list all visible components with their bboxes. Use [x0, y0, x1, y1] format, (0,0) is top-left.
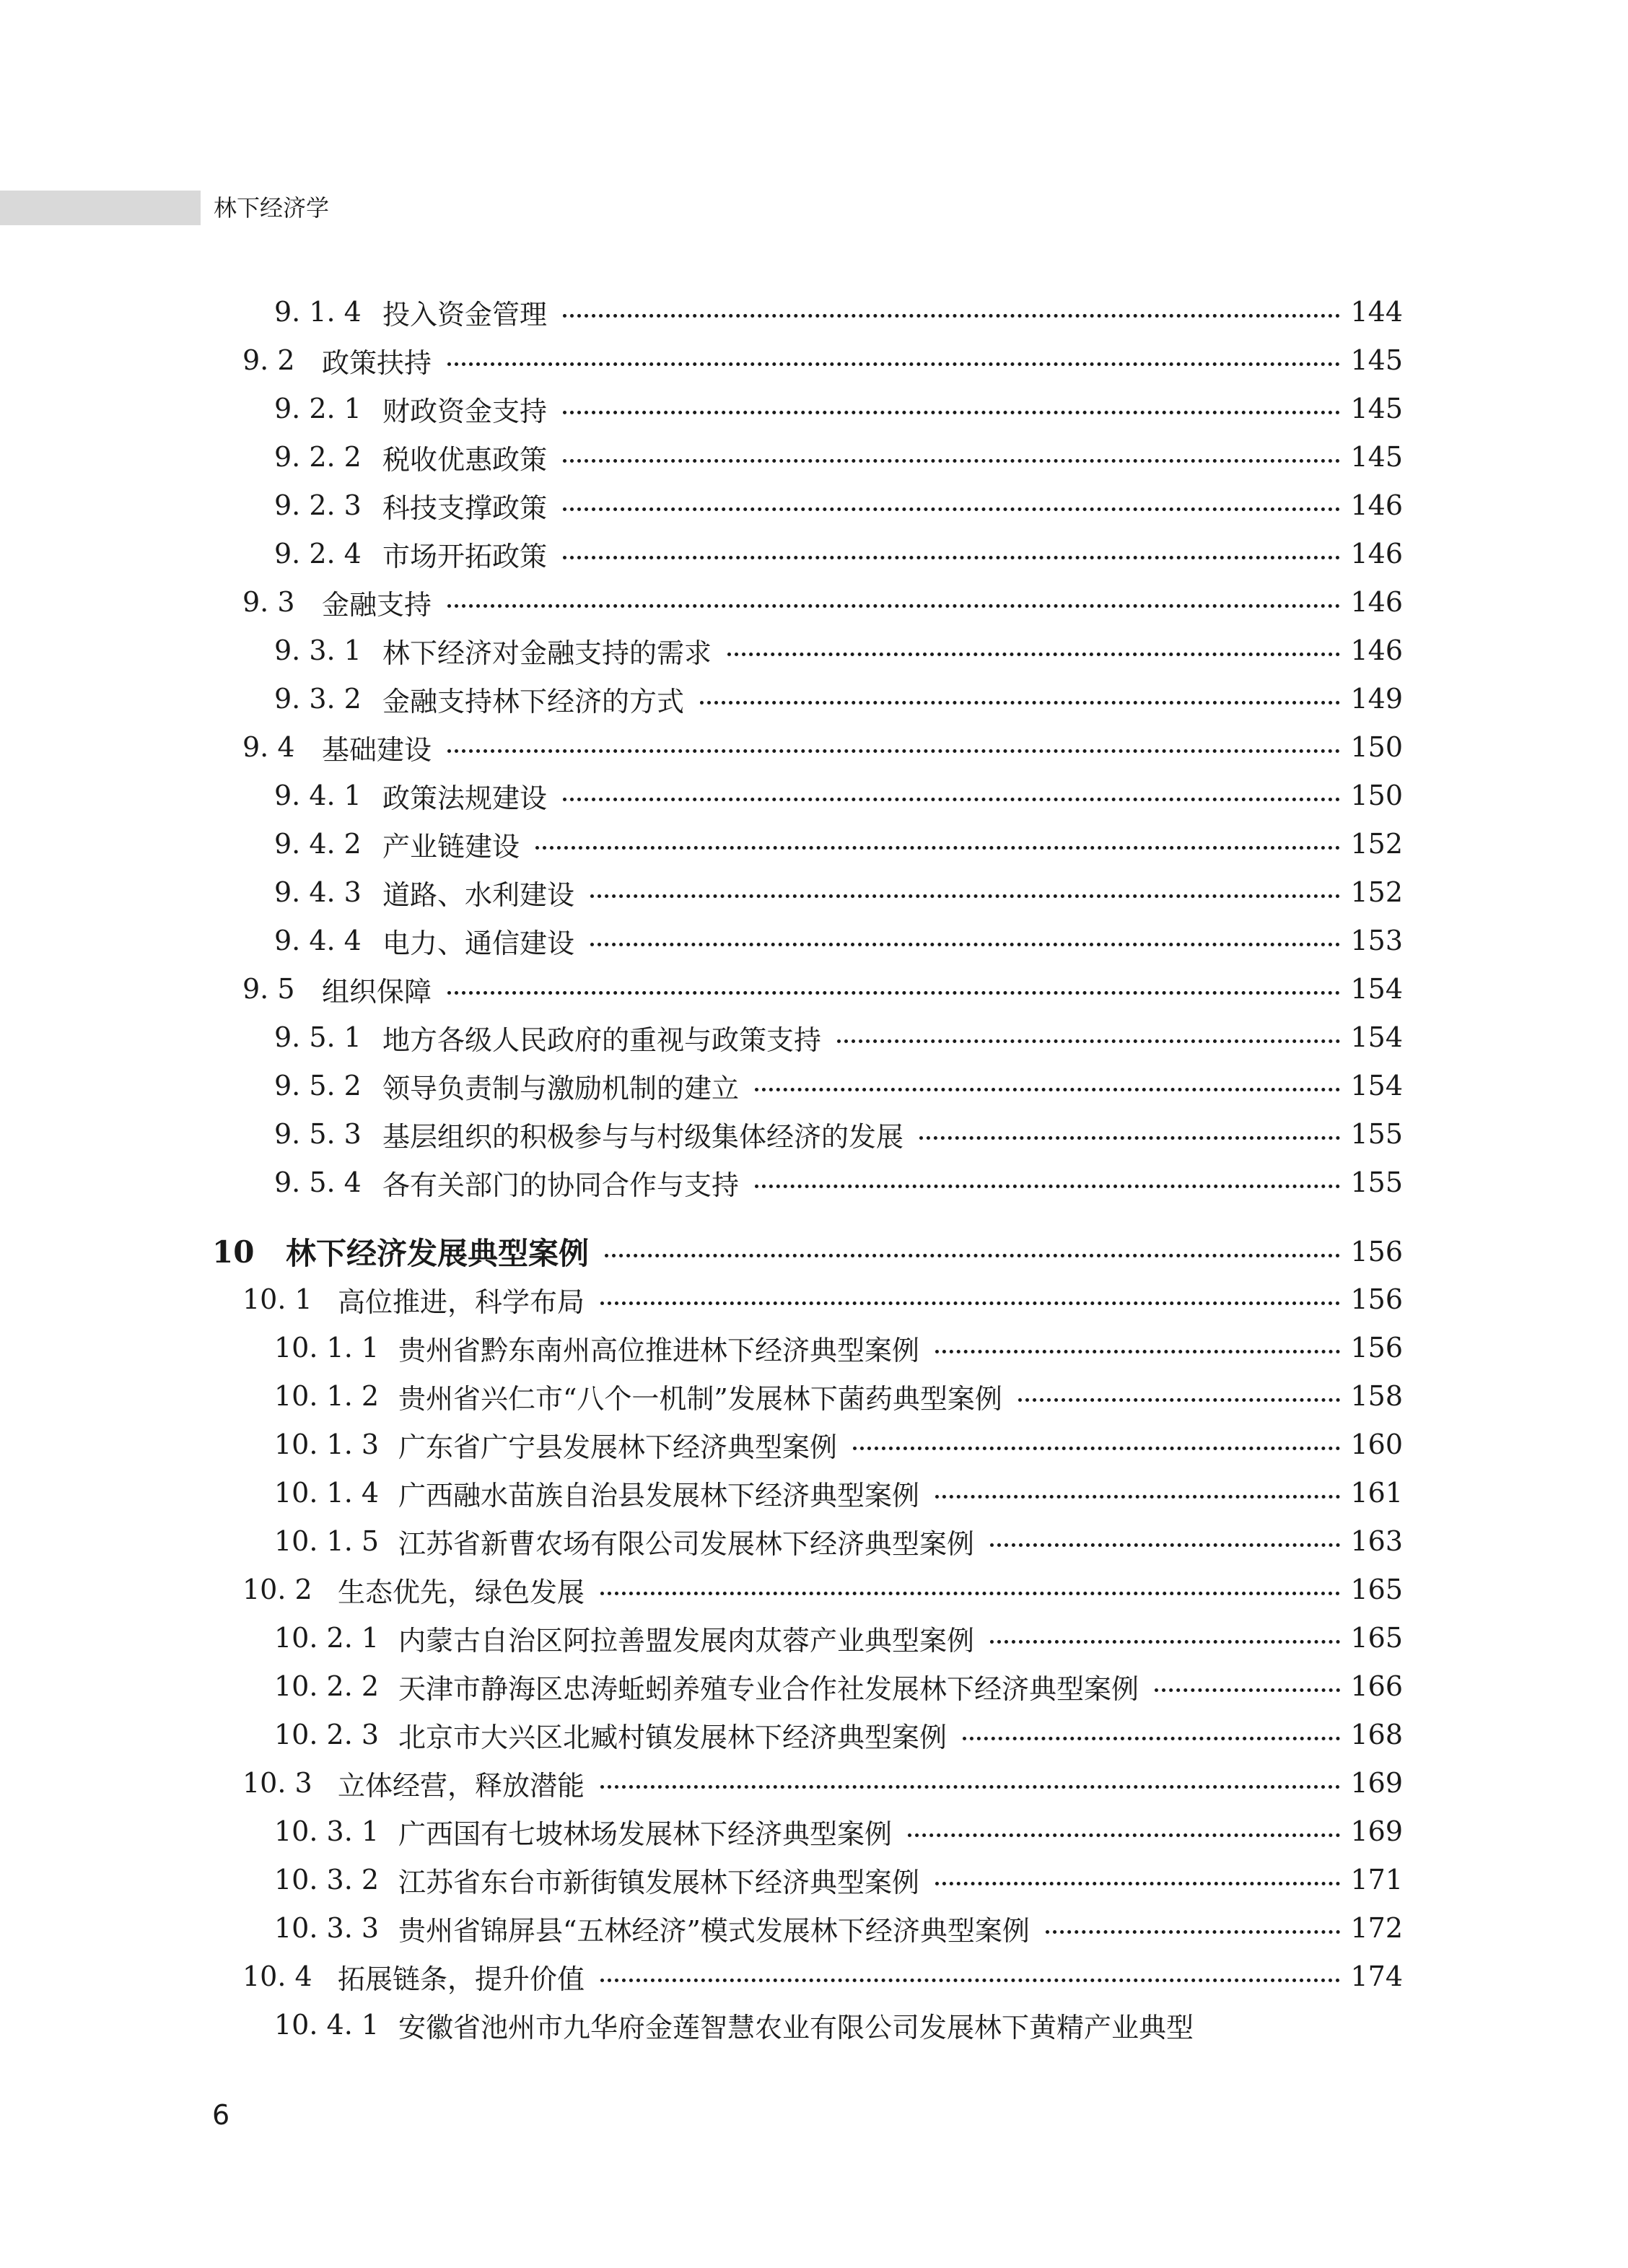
toc-entry-10-4-1[interactable] [274, 2003, 1403, 2046]
toc-entry-title: 广东省广宁县发展林下经济典型案例 [398, 1431, 838, 1463]
toc-entry-9-5-1[interactable] [274, 1016, 1403, 1059]
toc-entry-number: 10. 2 [242, 1574, 312, 1605]
toc-entry-number: 10. 4 [242, 1960, 312, 1992]
dot-leader [935, 1495, 1340, 1499]
toc-entry-page: 146 [1350, 586, 1403, 618]
toc-entry-9-2-1[interactable] [274, 387, 1403, 430]
toc-entry-page: 156 [1350, 1236, 1403, 1268]
dot-leader [990, 1543, 1340, 1547]
toc-entry-title: 基础建设 [322, 733, 432, 766]
toc-entry-number: 9. 5. 4 [274, 1166, 362, 1198]
toc-entry-page: 150 [1350, 731, 1403, 763]
toc-entry-number: 10. 3. 2 [274, 1864, 380, 1896]
toc-entry-10-4[interactable] [242, 1955, 1403, 1998]
toc-entry-page: 165 [1350, 1622, 1403, 1654]
toc-entry-10-1-5[interactable] [274, 1519, 1403, 1563]
toc-entry-number: 9. 5. 3 [274, 1118, 362, 1150]
dot-leader [908, 1833, 1340, 1837]
toc-entry-title: 立体经营，释放潜能 [338, 1769, 585, 1802]
toc-entry-title: 组织保障 [322, 975, 432, 1008]
toc-entry-number: 10. 2. 1 [274, 1622, 380, 1654]
toc-entry-title: 贵州省兴仁市“八个一机制”发展林下菌药典型案例 [398, 1382, 1002, 1415]
toc-entry-title: 金融支持林下经济的方式 [382, 685, 685, 718]
toc-entry-10-1-3[interactable] [274, 1423, 1403, 1466]
toc-entry-9-5-4[interactable] [274, 1161, 1403, 1204]
toc-entry-title: 拓展链条，提升价值 [338, 1963, 585, 1995]
toc-entry-page: 152 [1350, 828, 1403, 860]
toc-entry-number: 9. 4. 3 [274, 876, 362, 908]
running-head-title: 林下经济学 [214, 194, 330, 222]
toc-entry-page: 146 [1350, 634, 1403, 666]
toc-entry-9-3[interactable] [242, 580, 1403, 624]
toc-entry-9-4-1[interactable] [274, 774, 1403, 817]
toc-entry-10-2-3[interactable] [274, 1713, 1403, 1756]
toc-entry-title: 地方各级人民政府的重视与政策支持 [382, 1024, 822, 1056]
toc-entry-page: 154 [1350, 1021, 1403, 1053]
dot-leader [600, 1785, 1340, 1789]
toc-entry-number: 10. 2. 3 [274, 1719, 380, 1750]
toc-entry-title: 贵州省锦屏县“五林经济”模式发展林下经济典型案例 [398, 1914, 1030, 1947]
toc-entry-9-5-2[interactable] [274, 1064, 1403, 1107]
page-number: 6 [212, 2099, 230, 2131]
dot-leader [1018, 1398, 1341, 1402]
dot-leader [600, 1592, 1340, 1595]
toc-entry-page: 165 [1350, 1574, 1403, 1605]
toc-entry-number: 10. 4. 1 [274, 2009, 380, 2041]
toc-entry-title: 税收优惠政策 [382, 443, 548, 476]
toc-entry-10-1-4[interactable] [274, 1471, 1403, 1514]
toc-entry-title: 政策扶持 [322, 346, 432, 379]
toc-entry-title: 内蒙古自治区阿拉善盟发展肉苁蓉产业典型案例 [398, 1624, 975, 1657]
dot-leader [605, 1254, 1340, 1257]
dot-leader [755, 1088, 1340, 1091]
toc-entry-number: 9. 3 [242, 586, 295, 618]
toc-entry-page: 166 [1350, 1670, 1403, 1702]
toc-entry-title: 贵州省黔东南州高位推进林下经济典型案例 [398, 1334, 920, 1366]
toc-chapter-number: 10 [212, 1234, 255, 1270]
toc-entry-10-1-1[interactable] [274, 1326, 1403, 1369]
toc-entry-number: 9. 4. 1 [274, 780, 362, 811]
dot-leader [853, 1447, 1340, 1450]
toc-entry-10-3-2[interactable] [274, 1858, 1403, 1901]
toc-entry-title: 市场开拓政策 [382, 540, 548, 572]
dot-leader [563, 314, 1340, 318]
toc-entry-title: 生态优先，绿色发展 [338, 1576, 585, 1608]
toc-entry-number: 10. 1 [242, 1283, 312, 1315]
toc-entry-number: 9. 5 [242, 973, 295, 1005]
toc-entry-number: 9. 2. 3 [274, 489, 362, 521]
toc-entry-page: 160 [1350, 1429, 1403, 1460]
toc-entry-page: 145 [1350, 441, 1403, 473]
toc-entry-title: 广西国有七坡林场发展林下经济典型案例 [398, 1818, 893, 1850]
dot-leader [600, 1301, 1340, 1305]
toc-entry-page: 161 [1350, 1477, 1403, 1509]
toc-entry-title: 江苏省新曹农场有限公司发展林下经济典型案例 [398, 1527, 975, 1560]
dot-leader [447, 362, 1340, 366]
dot-leader [755, 1185, 1340, 1188]
dot-leader [837, 1039, 1340, 1043]
toc-entry-page: 149 [1350, 683, 1403, 715]
dot-leader [563, 459, 1340, 463]
toc-entry-title: 财政资金支持 [382, 395, 548, 427]
dot-leader [919, 1136, 1340, 1140]
toc-entry-page: 154 [1350, 1070, 1403, 1102]
toc-entry-9-2-2[interactable] [274, 435, 1403, 479]
dot-leader [963, 1737, 1340, 1740]
toc-entry-number: 10. 1. 4 [274, 1477, 380, 1509]
toc-entry-title: 江苏省东台市新街镇发展林下经济典型案例 [398, 1866, 920, 1898]
toc-entry-title: 北京市大兴区北臧村镇发展林下经济典型案例 [398, 1721, 948, 1753]
dot-leader [447, 991, 1340, 995]
dot-leader [1155, 1688, 1340, 1692]
toc-entry-title: 产业链建设 [382, 830, 520, 863]
toc-entry-page: 153 [1350, 925, 1403, 956]
toc-entry-number: 10. 1. 1 [274, 1332, 380, 1364]
toc-entry-number: 10. 1. 2 [274, 1380, 380, 1412]
toc-entry-page: 155 [1350, 1166, 1403, 1198]
toc-entry-page: 144 [1350, 296, 1403, 328]
toc-entry-page: 150 [1350, 780, 1403, 811]
dot-leader [700, 701, 1340, 705]
dot-leader [727, 653, 1340, 656]
toc-entry-number: 10. 1. 3 [274, 1429, 380, 1460]
dot-leader [1046, 1930, 1341, 1934]
dot-leader [563, 798, 1340, 801]
dot-leader [935, 1882, 1340, 1885]
toc-entry-number: 9. 2. 2 [274, 441, 362, 473]
toc-entry-title: 高位推进，科学布局 [338, 1286, 585, 1318]
toc-entry-9-2-3[interactable] [274, 484, 1403, 527]
toc-entry-number: 9. 4. 2 [274, 828, 362, 860]
toc-entry-10-3-3[interactable] [274, 1906, 1403, 1950]
toc-entry-9-5[interactable] [242, 967, 1403, 1011]
toc-entry-title: 领导负责制与激励机制的建立 [382, 1072, 740, 1104]
dot-leader [447, 604, 1340, 608]
dot-leader [935, 1350, 1340, 1353]
toc-entry-title: 科技支撑政策 [382, 492, 548, 524]
toc-entry-title: 林下经济对金融支持的需求 [382, 637, 712, 669]
toc-entry-10-1[interactable] [242, 1278, 1403, 1321]
dot-leader [990, 1640, 1340, 1644]
toc-entry-page: 172 [1350, 1912, 1403, 1944]
toc-entry-9-4-4[interactable] [274, 919, 1403, 962]
toc-entry-10-2-1[interactable] [274, 1616, 1403, 1659]
toc-entry-page: 169 [1350, 1815, 1403, 1847]
toc-entry-number: 10. 3. 1 [274, 1815, 380, 1847]
toc-entry-page: 146 [1350, 489, 1403, 521]
toc-entry-9-2-4[interactable] [274, 532, 1403, 575]
toc-entry-title: 广西融水苗族自治县发展林下经济典型案例 [398, 1479, 920, 1512]
toc-entry-page: 168 [1350, 1719, 1403, 1750]
toc-entry-number: 9. 2 [242, 344, 295, 376]
toc-entry-page: 156 [1350, 1332, 1403, 1364]
toc-entry-page: 146 [1350, 538, 1403, 570]
toc-entry-number: 9. 2. 4 [274, 538, 362, 570]
toc-entry-10-1-2[interactable] [274, 1374, 1403, 1418]
dot-leader [563, 556, 1340, 559]
toc-entry-10-3[interactable] [242, 1761, 1403, 1805]
toc-entry-number: 9. 5. 1 [274, 1021, 362, 1053]
toc-entry-9-4[interactable] [242, 725, 1403, 769]
toc-entry-number: 9. 4 [242, 731, 295, 763]
toc-entry-number: 9. 1. 4 [274, 296, 362, 328]
toc-entry-9-5-3[interactable] [274, 1112, 1403, 1156]
toc-entry-page: 145 [1350, 393, 1403, 424]
toc-entry-number: 10. 2. 2 [274, 1670, 380, 1702]
toc-entry-page: 155 [1350, 1118, 1403, 1150]
toc-entry-number: 10. 3 [242, 1767, 312, 1799]
toc-entry-10-3-1[interactable] [274, 1810, 1403, 1853]
toc-entry-page: 145 [1350, 344, 1403, 376]
toc-entry-page: 156 [1350, 1283, 1403, 1315]
toc-entry-number: 9. 5. 2 [274, 1070, 362, 1102]
running-head-bar [0, 191, 201, 225]
toc-entry-title: 各有关部门的协同合作与支持 [382, 1169, 740, 1201]
dot-leader [563, 507, 1340, 511]
toc-entry-title: 政策法规建设 [382, 782, 548, 814]
toc-entry-title: 天津市静海区忠涛蚯蚓养殖专业合作社发展林下经济典型案例 [398, 1672, 1139, 1705]
toc-entry-9-1-4[interactable] [274, 290, 1403, 333]
toc-chapter-title: 林下经济发展典型案例 [286, 1236, 590, 1271]
toc-entry-number: 10. 3. 3 [274, 1912, 380, 1944]
toc-entry-9-2[interactable] [242, 339, 1403, 382]
dot-leader [535, 846, 1340, 850]
toc-entry-page: 171 [1350, 1864, 1403, 1896]
toc-entry-page: 154 [1350, 973, 1403, 1005]
toc-entry-number: 9. 3. 1 [274, 634, 362, 666]
toc-entry-number: 10. 1. 5 [274, 1525, 380, 1557]
toc-entry-title: 安徽省池州市九华府金莲智慧农业有限公司发展林下黄精产业典型 [398, 2011, 1194, 2044]
toc-entry-page: 163 [1350, 1525, 1403, 1557]
toc-entry-10-2[interactable] [242, 1568, 1403, 1611]
toc-entry-number: 9. 4. 4 [274, 925, 362, 956]
dot-leader [563, 411, 1340, 414]
toc-entry-title: 基层组织的积极参与与村级集体经济的发展 [382, 1120, 904, 1153]
dot-leader [447, 749, 1340, 753]
toc-entry-title: 电力、通信建设 [382, 927, 575, 959]
toc-entry-9-3-1[interactable] [274, 629, 1403, 672]
toc-entry-title: 金融支持 [322, 588, 432, 621]
toc-entry-page: 169 [1350, 1767, 1403, 1799]
dot-leader [590, 943, 1340, 946]
toc-entry-page: 174 [1350, 1960, 1403, 1992]
toc-entry-10-2-2[interactable] [274, 1665, 1403, 1708]
toc-entry-9-4-2[interactable] [274, 822, 1403, 865]
toc-entry-9-4-3[interactable] [274, 871, 1403, 914]
toc-entry-9-3-2[interactable] [274, 677, 1403, 720]
toc-entry-title: 道路、水利建设 [382, 878, 575, 911]
toc-entry-page: 158 [1350, 1380, 1403, 1412]
toc-entry-page: 152 [1350, 876, 1403, 908]
dot-leader [590, 894, 1340, 898]
toc-entry-number: 9. 2. 1 [274, 393, 362, 424]
toc-chapter-10[interactable] [212, 1230, 1403, 1273]
toc-entry-number: 9. 3. 2 [274, 683, 362, 715]
dot-leader [600, 1979, 1340, 1982]
toc-entry-title: 投入资金管理 [382, 298, 548, 331]
